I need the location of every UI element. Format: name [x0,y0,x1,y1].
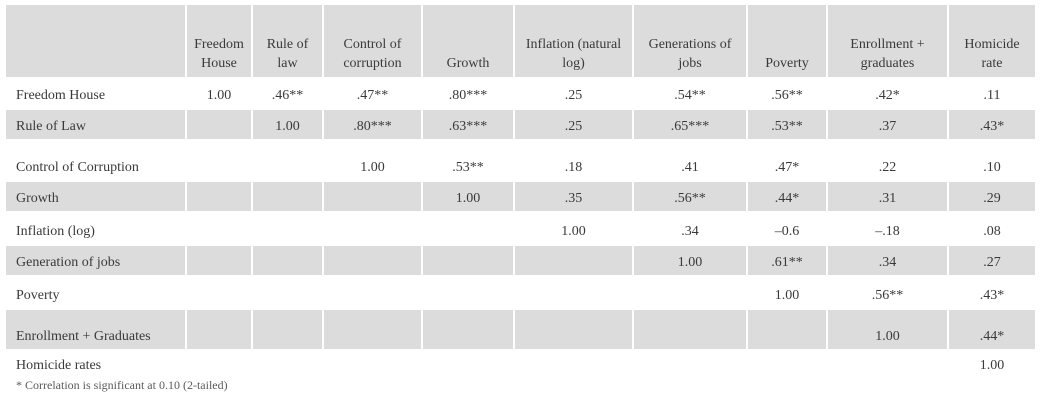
correlation-cell: .43* [948,109,1036,140]
correlation-cell [514,245,633,276]
correlation-cell [186,276,252,309]
correlation-cell: .53** [747,109,827,140]
correlation-cell: .11 [948,78,1036,109]
table-row [6,212,1036,245]
correlation-cell [186,350,252,379]
correlation-cell [422,276,514,309]
correlation-cell [186,245,252,276]
table-row [6,78,1036,109]
row-label: Control of Corruption [6,140,186,181]
correlation-cell [323,245,422,276]
correlation-cell: .08 [948,212,1036,245]
correlation-cell [252,309,323,350]
correlation-cell [633,309,747,350]
correlation-cell: .42* [827,78,948,109]
correlation-cell [747,350,827,379]
row-label: Enrollment + Graduates [6,309,186,350]
row-label: Poverty [6,276,186,309]
correlation-cell [186,109,252,140]
correlation-cell: .25 [514,109,633,140]
correlation-cell [252,140,323,181]
correlation-cell [633,350,747,379]
correlation-cell [186,212,252,245]
correlation-cell: 1.00 [827,309,948,350]
correlation-cell [747,309,827,350]
correlation-cell [323,309,422,350]
correlation-cell: 1.00 [252,109,323,140]
correlation-cell [186,181,252,212]
correlation-cell [186,140,252,181]
correlation-cell: .25 [514,78,633,109]
correlation-cell: .61** [747,245,827,276]
correlation-cell [252,350,323,379]
row-label: Rule of Law [6,109,186,140]
correlation-cell: .34 [633,212,747,245]
header-inflation: Inflation (natural log) [514,5,633,78]
correlation-cell [514,309,633,350]
correlation-cell [252,245,323,276]
table-row [6,181,1036,212]
correlation-cell: –0.6 [747,212,827,245]
correlation-cell [422,245,514,276]
correlation-cell [186,309,252,350]
correlation-cell: .56** [827,276,948,309]
row-label: Homicide rates [6,350,186,379]
correlation-cell: .35 [514,181,633,212]
correlation-cell [422,212,514,245]
correlation-cell [252,276,323,309]
header-generations-of-jobs: Generations of jobs [633,5,747,78]
header-poverty: Poverty [747,5,827,78]
correlation-cell: –.18 [827,212,948,245]
correlation-cell [252,212,323,245]
table-footnote: * Correlation is significant at 0.10 (2-tailed) [16,378,228,392]
correlation-cell: .80*** [323,109,422,140]
correlation-cell [827,350,948,379]
header-freedom-house: Freedom House [186,5,252,78]
correlation-cell: .18 [514,140,633,181]
row-label: Growth [6,181,186,212]
correlation-cell: .63*** [422,109,514,140]
correlation-cell: .34 [827,245,948,276]
row-label: Inflation (log) [6,212,186,245]
correlation-cell: .44* [747,181,827,212]
table-row [6,109,1036,140]
correlation-cell: .37 [827,109,948,140]
correlation-cell: 1.00 [186,78,252,109]
correlation-cell: .53** [422,140,514,181]
table-body [6,78,1036,379]
header-control-of-corruption: Control of corruption [323,5,422,78]
row-label: Generation of jobs [6,245,186,276]
header-homicide-rate: Homicide rate [948,5,1036,78]
correlation-cell [422,350,514,379]
correlation-cell: 1.00 [422,181,514,212]
table-row [6,276,1036,309]
correlation-cell [514,350,633,379]
correlation-cell: 1.00 [323,140,422,181]
correlation-table [6,5,1037,380]
correlation-cell: .54** [633,78,747,109]
header-enrollment-graduates: Enrollment + graduates [827,5,948,78]
header-corner [6,5,186,78]
correlation-cell: .56** [633,181,747,212]
correlation-cell [323,350,422,379]
header-rule-of-law: Rule of law [252,5,323,78]
correlation-cell [633,276,747,309]
header-growth: Growth [422,5,514,78]
correlation-cell: .22 [827,140,948,181]
table-row [6,140,1036,181]
correlation-cell: .43* [948,276,1036,309]
correlation-cell: .47** [323,78,422,109]
table-row [6,309,1036,350]
correlation-cell: .44* [948,309,1036,350]
correlation-cell: 1.00 [948,350,1036,379]
correlation-cell: 1.00 [514,212,633,245]
table-row [6,350,1036,379]
correlation-cell [252,181,323,212]
correlation-cell: .31 [827,181,948,212]
correlation-cell: .10 [948,140,1036,181]
header-row [6,5,1036,78]
correlation-cell [514,276,633,309]
table-row [6,245,1036,276]
correlation-cell: .47* [747,140,827,181]
correlation-cell: .56** [747,78,827,109]
correlation-cell: 1.00 [747,276,827,309]
correlation-cell: .41 [633,140,747,181]
correlation-cell: .80*** [422,78,514,109]
correlation-cell [422,309,514,350]
correlation-cell: .46** [252,78,323,109]
row-label: Freedom House [6,78,186,109]
correlation-cell [323,276,422,309]
correlation-cell [323,181,422,212]
correlation-cell: .29 [948,181,1036,212]
correlation-cell [323,212,422,245]
correlation-cell: .27 [948,245,1036,276]
correlation-cell: 1.00 [633,245,747,276]
correlation-cell: .65*** [633,109,747,140]
